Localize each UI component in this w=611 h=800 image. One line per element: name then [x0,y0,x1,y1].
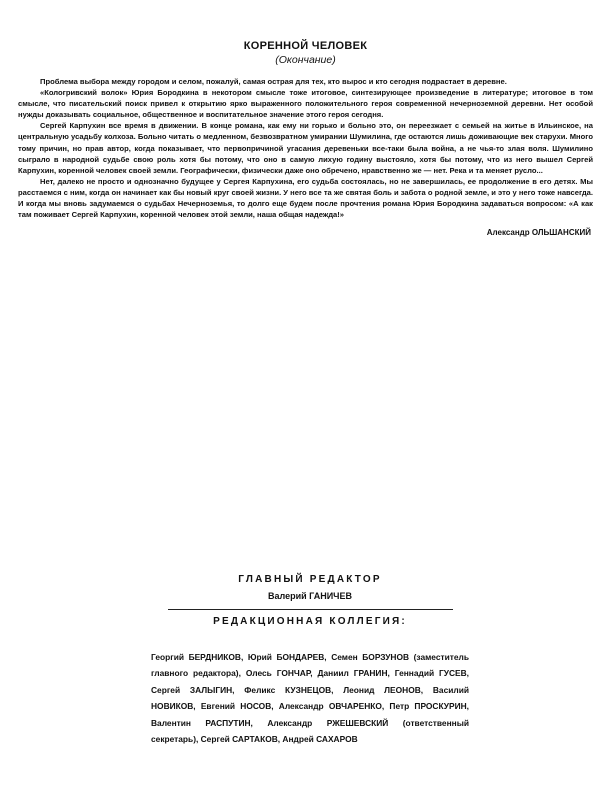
divider [168,609,453,610]
paragraph: Нет, далеко не просто и однозначно будущее у Сергея Карпухина, его судьба состоялась, но не завершилась, ее продолжение в его детях. Мы расстаемся с ним, когда он начинает как бы новый круг своей жизни. У него все та же святая боль и забота о родной земле, и это у него тоже навсегда. И когда мы вновь задумаемся о судьбах Нечерноземья, то долго еще будем после прочтения романа Юрия Бородкина задаваться вопросом: «А как там поживает Сергей Карпухин, коренной человек этой земли, наша общая надежда!» [18,176,593,220]
article-author: Александр ОЛЬШАНСКИЙ [486,228,591,238]
article-subtitle: (Окончание) [275,54,336,66]
paragraph: Сергей Карпухин все время в движении. В конце романа, как ему ни горько и больно это, он переезжает с семьей на житье в Ильинское, на центральную усадьбу колхоза. Больно читать о медленном, безвозвратном умирании Шумилина, где остаются лишь доживающие век старухи. Много тому причин, но прав автор, когда показывает, что первопричиной угасания деревеньки все-таки была война, а не чья-то злая воля. Шумилино сыграло в народной судьбе свою роль хотя бы потому, что оно в самую лихую годину выстояло, хотя бы потому, что из него вышел Сергей Карпухин, коренной человек своей земли. Географически, физически даже оно обречено, нравственно же — нет. Река и та меняет русло... [18,121,593,175]
article-title: КОРЕННОЙ ЧЕЛОВЕК [243,40,368,52]
article-body [18,76,593,220]
editorial-board-heading: РЕДАКЦИОННАЯ КОЛЛЕГИЯ: [213,616,407,627]
paragraph: Проблема выбора между городом и селом, пожалуй, самая острая для тех, кто вырос и кто сегодня подрастает в деревне. [40,77,507,86]
editorial-board-list: Георгий БЕРДНИКОВ, Юрий БОНДАРЕВ, Семен БОРЗУНОВ (заместитель главного редактора), Олесь ГОНЧАР, Даниил ГРАНИН, Геннадий ГУСЕВ, Сергей ЗАЛЫГИН, Феликс КУЗНЕЦОВ, Леонид ЛЕОНОВ, Василий НОВИКОВ, Евгений НОСОВ, Александр ОВЧАРЕНКО, Петр ПРОСКУРИН, Валентин РАСПУТИН, Александр РЖЕШЕВСКИЙ (ответственный секретарь), Сергей САРТАКОВ, Андрей САХАРОВ [151,652,469,745]
masthead [100,574,520,747]
chief-editor-name: Валерий ГАНИЧЕВ [267,591,352,601]
chief-editor-heading: ГЛАВНЫЙ РЕДАКТОР [238,574,382,585]
paragraph: «Кологривский волок» Юрия Бородкина в некотором смысле тоже итоговое, синтезирующее произведение в литературе; итоговое в том смысле, что писательский поиск привел к открытию ярко выраженного положительного героя современной нечерноземной деревни. Нет особой нужды доказывать социальное, общественное и воспитательное значение этого героя сегодня. [18,88,593,120]
article [18,40,593,237]
